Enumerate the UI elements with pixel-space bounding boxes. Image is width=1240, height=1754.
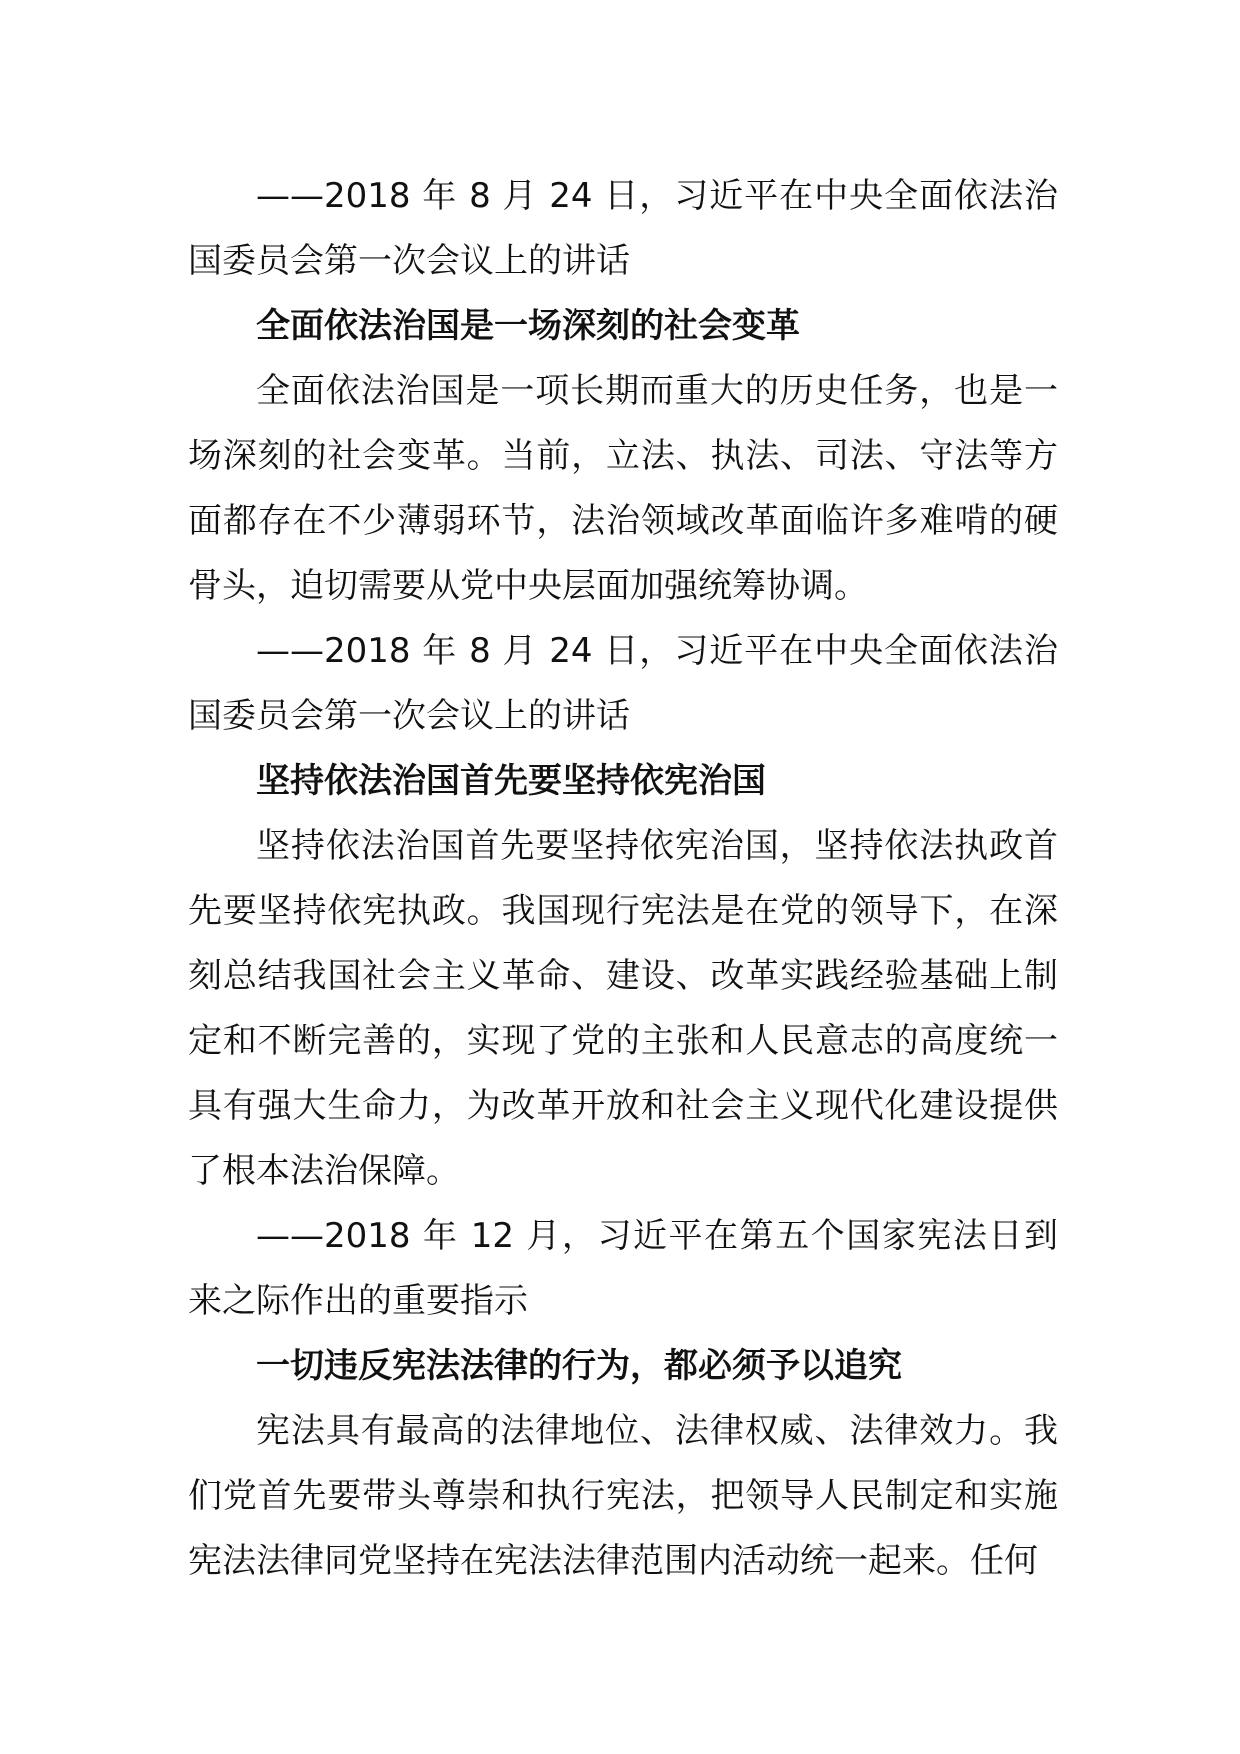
document-body bbox=[188, 164, 1058, 1594]
body-paragraph: 坚持依法治国首先要坚持依宪治国，坚持依法执政首先要坚持依宪执政。我国现行宪法是在党的领导下，在深刻总结我国社会主义革命、建设、改革实践经验基础上制定和不断完善的，实现了党的主张和人民意志的高度统一具有强大生命力，为改革开放和社会主义现代化建设提供了根本法治保障。 bbox=[188, 826, 1058, 1191]
quote-source: ——2018 年 8 月 24 日，习近平在中央全面依法治国委员会第一次会议上的讲话 bbox=[188, 631, 1058, 736]
section-heading: 全面依法治国是一场深刻的社会变革 bbox=[256, 306, 800, 346]
section-heading: 坚持依法治国首先要坚持依宪治国 bbox=[256, 761, 766, 801]
quote-source: ——2018 年 8 月 24 日，习近平在中央全面依法治国委员会第一次会议上的讲话 bbox=[188, 176, 1058, 281]
body-paragraph: 宪法具有最高的法律地位、法律权威、法律效力。我们党首先要带头尊崇和执行宪法，把领导人民制定和实施宪法法律同党坚持在宪法法律范围内活动统一起来。任何 bbox=[188, 1411, 1058, 1581]
section-heading: 一切违反宪法法律的行为，都必须予以追究 bbox=[256, 1346, 902, 1386]
body-paragraph: 全面依法治国是一项长期而重大的历史任务，也是一场深刻的社会变革。当前，立法、执法、司法、守法等方面都存在不少薄弱环节，法治领域改革面临许多难啃的硬骨头，迫切需要从党中央层面加强统筹协调。 bbox=[188, 371, 1058, 606]
quote-source: ——2018 年 12 月，习近平在第五个国家宪法日到来之际作出的重要指示 bbox=[188, 1216, 1058, 1321]
